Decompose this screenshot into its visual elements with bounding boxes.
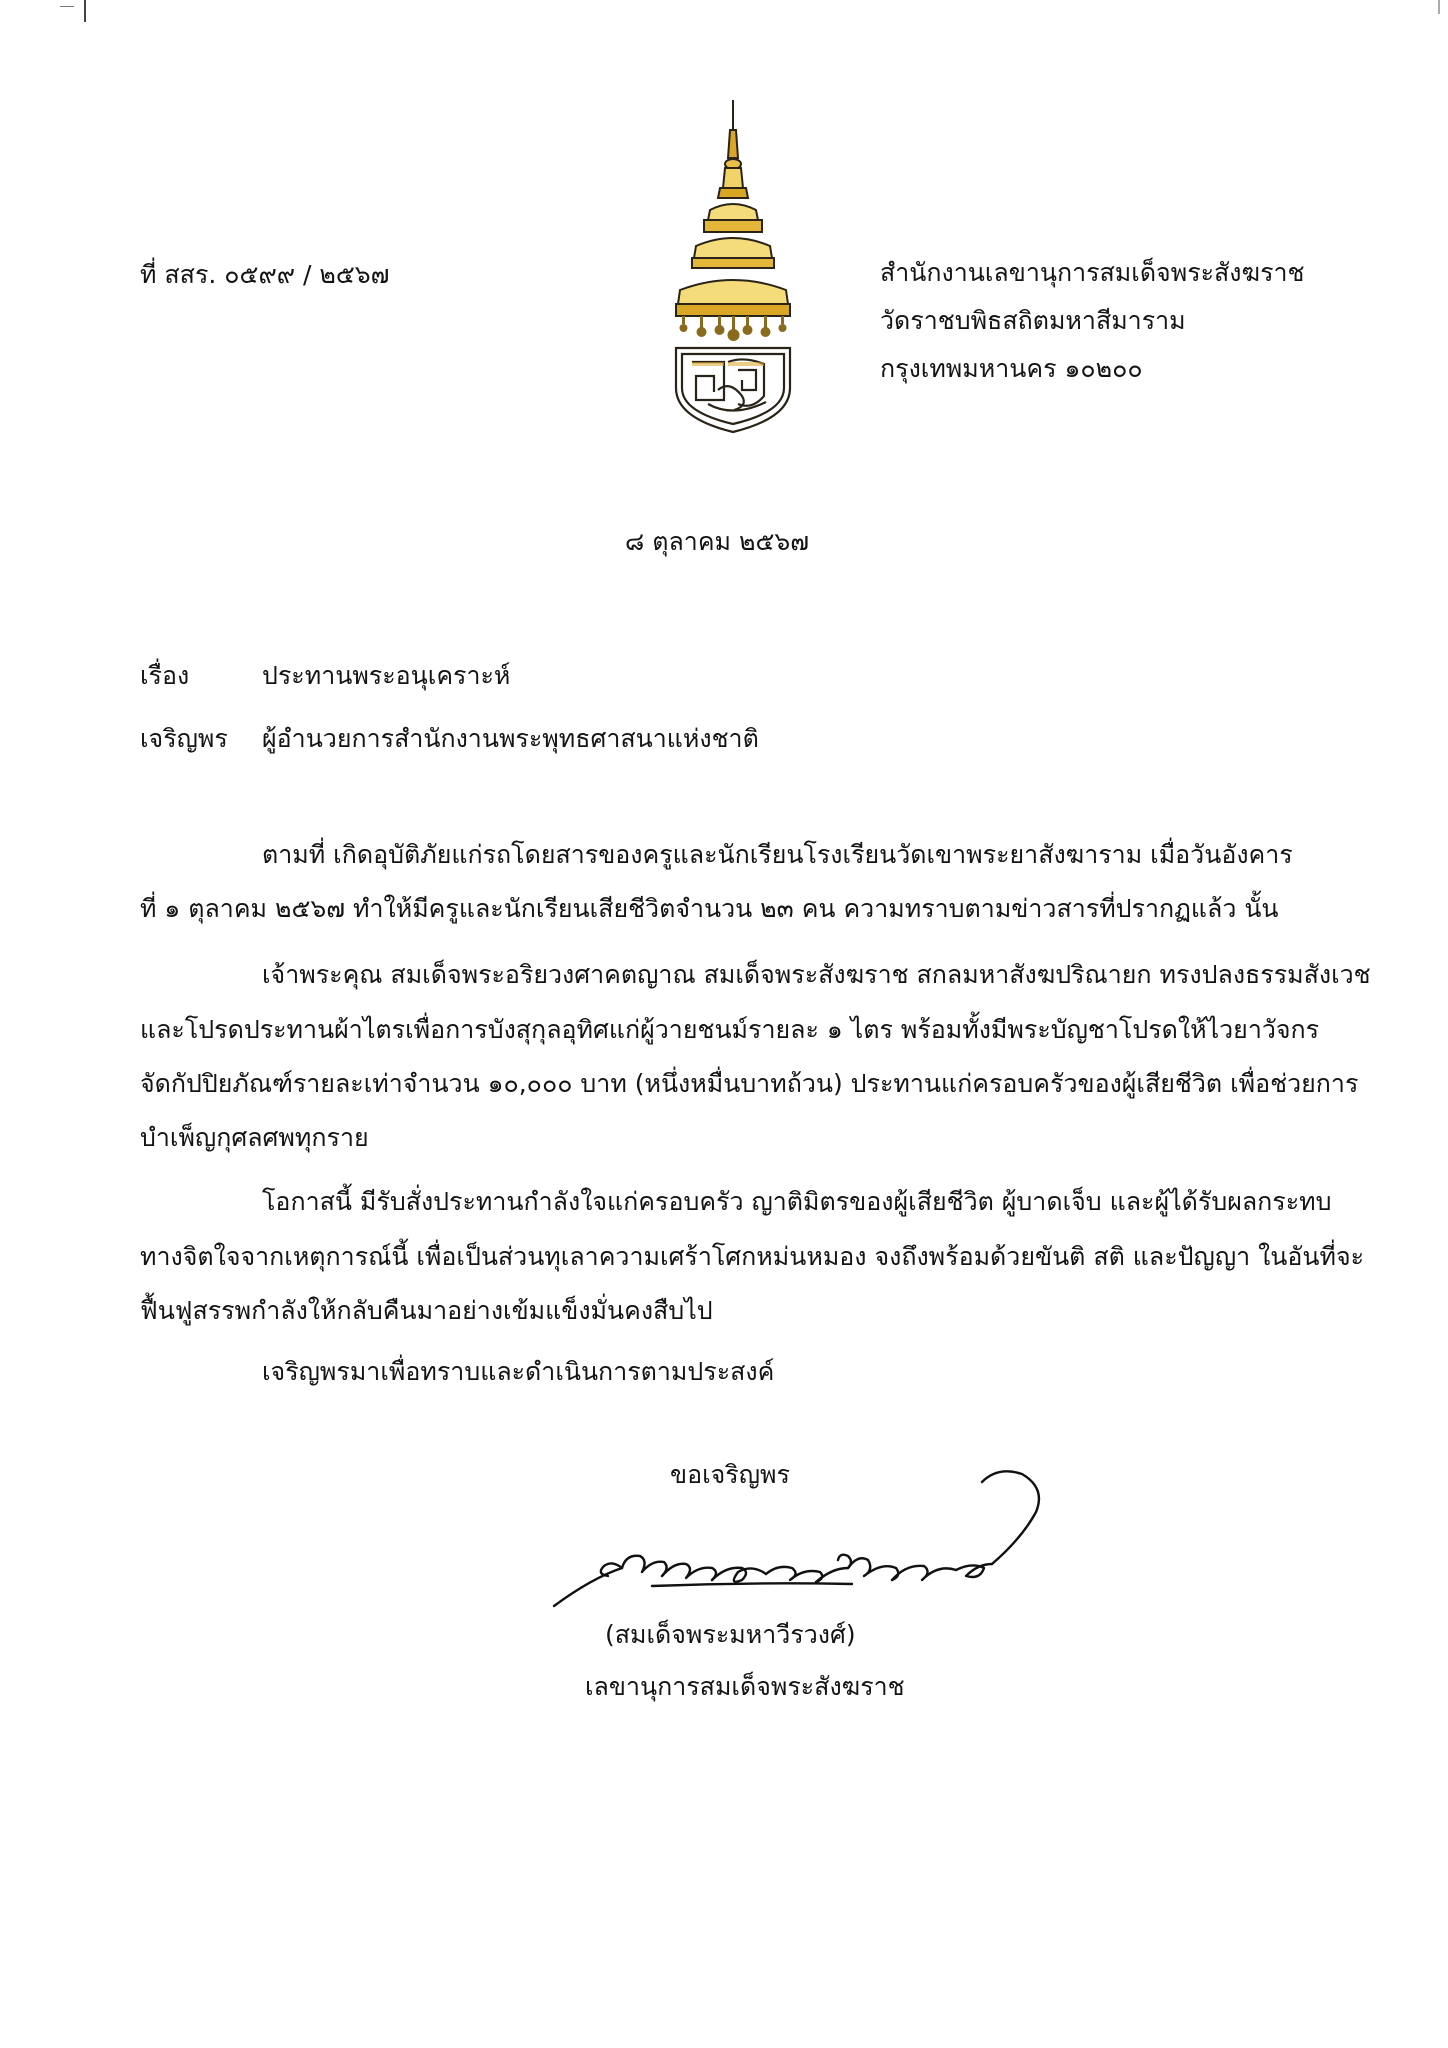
sender-city: กรุงเทพมหานคร ๑๐๒๐๐ — [880, 354, 1143, 383]
sender-address — [880, 256, 1305, 400]
paragraph-3-line: ฟื้นฟูสรรพกำลังให้กลับคืนมาอย่างเข้มแข็งมั่นคงสืบไป — [140, 1296, 713, 1325]
paragraph-1-line: ที่ ๑ ตุลาคม ๒๕๖๗ ทำให้มีครูและนักเรียนเสียชีวิตจำนวน ๒๓ คน ความทราบตามข่าวสารที่ปรากฏแล้ว นั้น — [140, 894, 1279, 923]
paragraph-2-line: บำเพ็ญกุศลศพทุกราย — [140, 1123, 369, 1152]
sender-office: สำนักงานเลขานุการสมเด็จพระสังฆราช — [880, 258, 1305, 287]
sender-temple: วัดราชบพิธสถิตมหาสีมาราม — [880, 306, 1186, 335]
paragraph-3-line: โอกาสนี้ มีรับสั่งประทานกำลังใจแก่ครอบครัว ญาติมิตรของผู้เสียชีวิต ผู้บาดเจ็บ และผู้ได้รับผลกระทบ — [262, 1187, 1332, 1216]
paragraph-2-line: และโปรดประทานผ้าไตรเพื่อการบังสุกุลอุทิศแก่ผู้วายชนม์รายละ ๑ ไตร พร้อมทั้งมีพระบัญชาโปรดให้ไวยาวัจกร — [140, 1015, 1320, 1044]
scan-edge-mark — [60, 6, 74, 7]
paragraph-2-line: เจ้าพระคุณ สมเด็จพระอริยวงศาคตญาณ สมเด็จพระสังฆราช สกลมหาสังฆปริณายก ทรงปลงธรรมสังเวช — [262, 960, 1371, 989]
signer-name: (สมเด็จพระมหาวีรวงศ์) — [605, 1620, 856, 1649]
letter-date: ๘ ตุลาคม ๒๕๖๗ — [625, 527, 810, 556]
subject-label: เรื่อง — [140, 661, 190, 690]
handwritten-signature — [552, 1468, 1050, 1638]
recipient-value: ผู้อำนวยการสำนักงานพระพุทธศาสนาแห่งชาติ — [262, 724, 759, 753]
subject-value: ประทานพระอนุเคราะห์ — [262, 661, 511, 690]
royal-crown-emblem-icon — [668, 100, 798, 435]
paragraph-4: เจริญพรมาเพื่อทราบและดำเนินการตามประสงค์ — [262, 1357, 775, 1386]
recipient-label: เจริญพร — [140, 724, 228, 753]
paragraph-3-line: ทางจิตใจจากเหตุการณ์นี้ เพื่อเป็นส่วนทุเลาความเศร้าโศกหม่นหมอง จงถึงพร้อมด้วยขันติ สติ และปัญญา ในอันที่จะ — [140, 1242, 1365, 1271]
scan-edge-mark — [1438, 0, 1440, 14]
scan-edge-mark — [84, 0, 86, 22]
paragraph-1-line: ตามที่ เกิดอุบัติภัยแก่รถโดยสารของครูและนักเรียนโรงเรียนวัดเขาพระยาสังฆาราม เมื่อวันอังคาร — [262, 840, 1293, 869]
document-number: ที่ สสร. ๐๕๙๙ / ๒๕๖๗ — [140, 260, 390, 289]
paragraph-2-line: จัดกัปปิยภัณฑ์รายละเท่าจำนวน ๑๐,๐๐๐ บาท (หนึ่งหมื่นบาทถ้วน) ประทานแก่ครอบครัวของผู้เสียชีวิต เพื่อช่วยการ — [140, 1069, 1359, 1098]
signer-title: เลขานุการสมเด็จพระสังฆราช — [585, 1672, 905, 1701]
closing-salutation: ขอเจริญพร — [670, 1460, 790, 1489]
